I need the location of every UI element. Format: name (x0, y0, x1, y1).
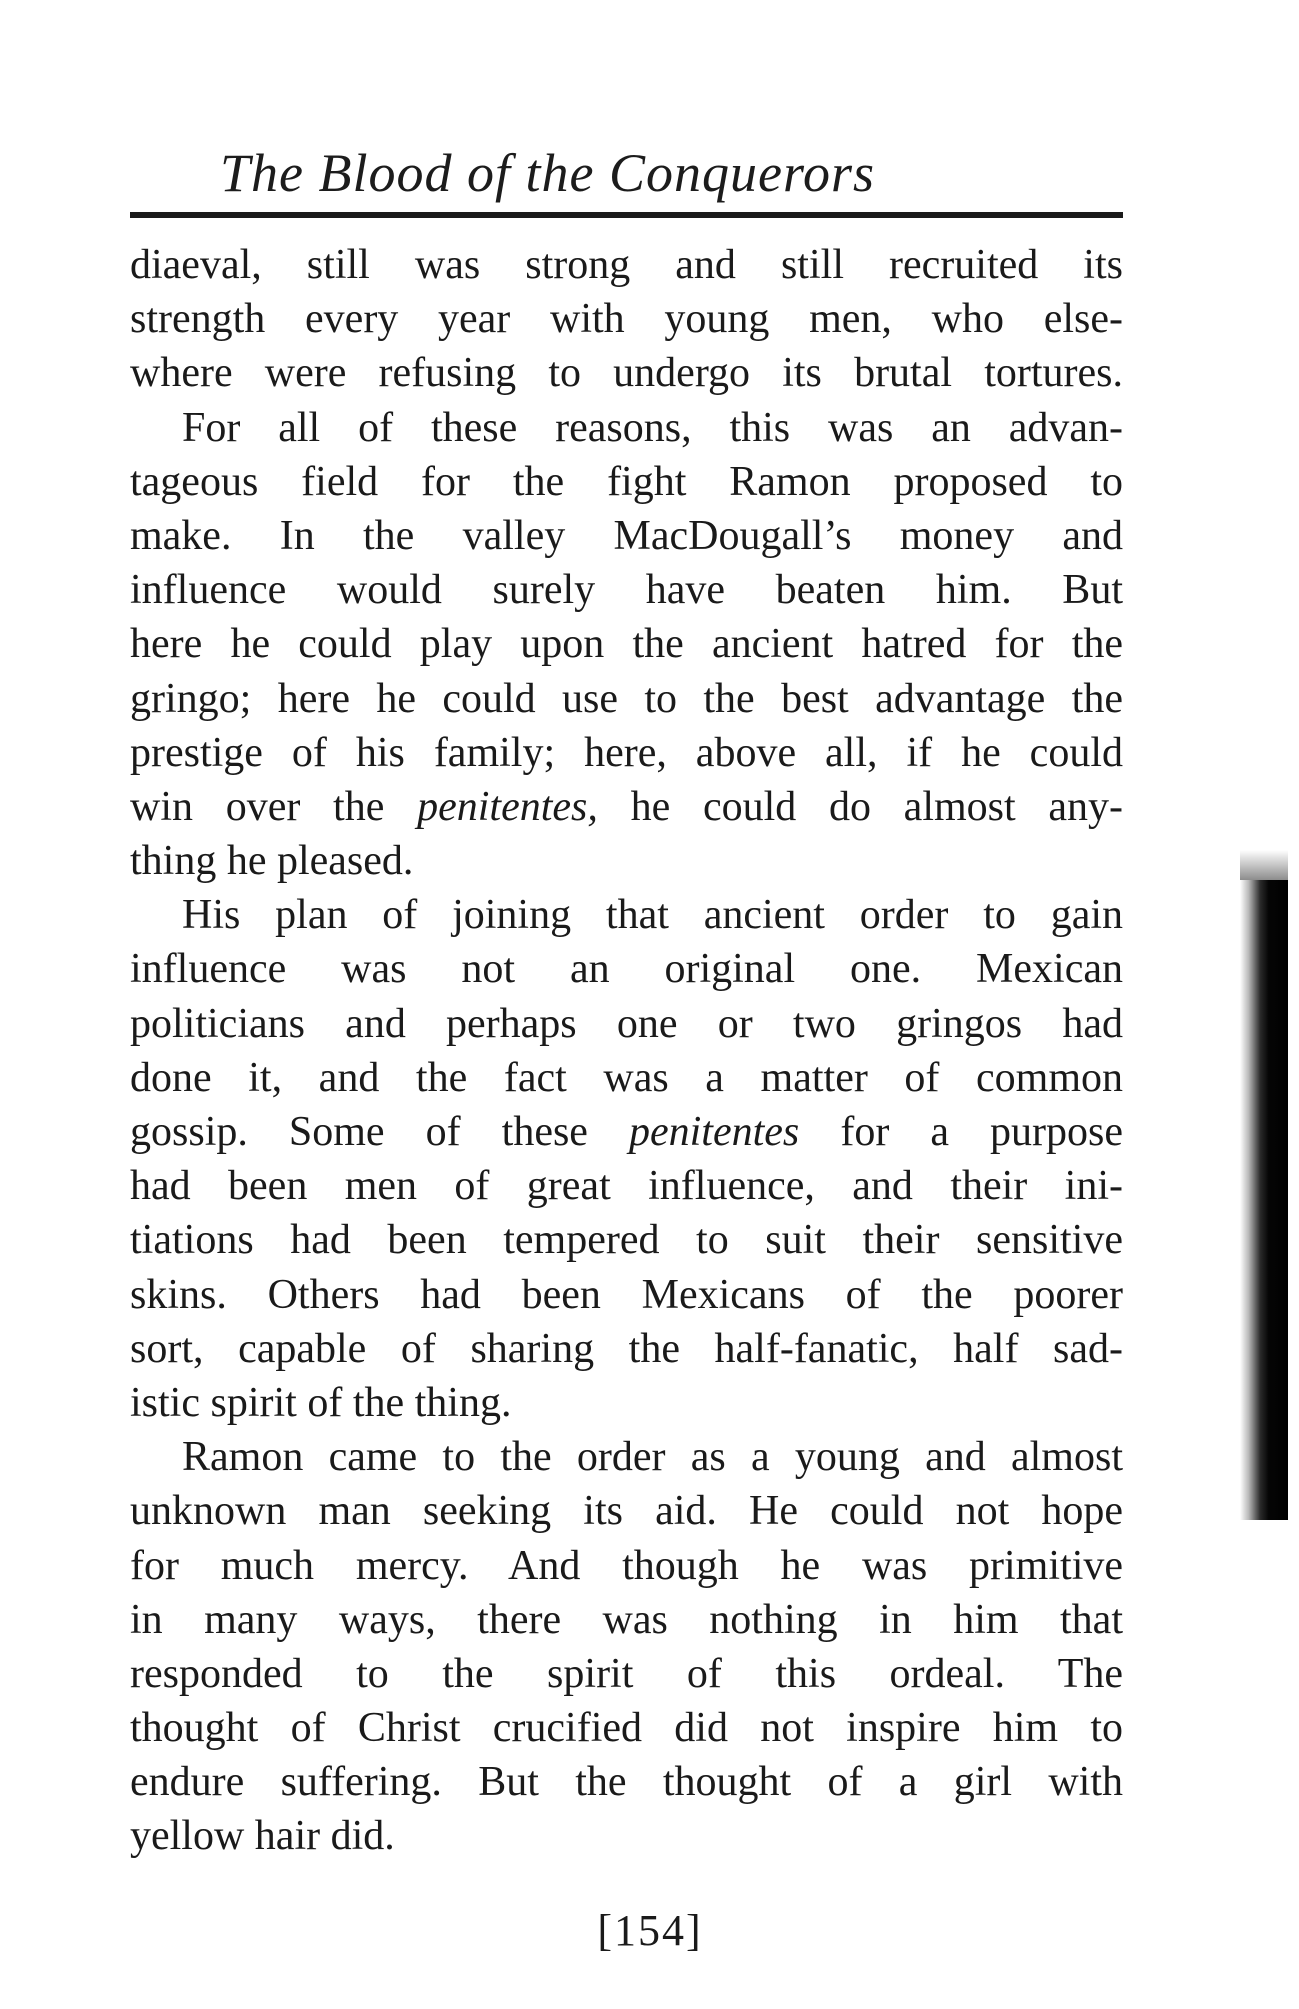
text-line: influence was not an original one. Mexican (130, 946, 1123, 993)
italic-word: penitentes (629, 1109, 800, 1155)
text-line: diaeval, still was strong and still recruited its (130, 242, 1123, 288)
text-line: Ramon came to the order as a young and almost (182, 1434, 1123, 1481)
text-line: influence would surely have beaten him. But (130, 567, 1123, 614)
text-line: make. In the valley MacDougall’s money and (130, 512, 1123, 559)
text-line: gringo; here he could use to the best advantage the (130, 675, 1123, 722)
text-line: unknown man seeking its aid. He could not hope (130, 1488, 1123, 1535)
text-segment: for a purpose (840, 1109, 1124, 1155)
text-line: here he could play upon the ancient hatred for the (130, 621, 1123, 668)
text-line: endure suffering. But the thought of a girl with (130, 1759, 1123, 1806)
text-line: sort, capable of sharing the half-fanatic, half sad- (130, 1325, 1123, 1372)
text-line: in many ways, there was nothing in him that (130, 1596, 1123, 1643)
running-head: The Blood of the Conquerors (220, 143, 875, 203)
text-line: where were refusing to undergo its brutal tortures. (130, 350, 1123, 397)
text-line: for much mercy. And though he was primitive (130, 1542, 1123, 1589)
text-line (130, 1105, 1123, 1159)
text-line: His plan of joining that ancient order to gain (182, 892, 1123, 939)
italic-word: penitentes, (417, 783, 598, 830)
text-line: politicians and perhaps one or two gringos had (130, 1000, 1123, 1047)
page-number: [154] (597, 1906, 703, 1955)
body-text (130, 238, 1123, 1864)
text-line: tageous field for the fight Ramon proposed to (130, 458, 1123, 505)
text-line: tiations had been tempered to suit their sensitive (130, 1217, 1123, 1264)
text-line: skins. Others had been Mexicans of the poorer (130, 1271, 1123, 1318)
text-line: thought of Christ crucified did not inspire him to (130, 1705, 1123, 1752)
text-line: done it, and the fact was a matter of common (130, 1054, 1123, 1101)
scan-edge-shadow (1240, 880, 1288, 1520)
text-segment: gossip. Some of these (130, 1109, 588, 1155)
text-line: prestige of his family; here, above all, if he could (130, 729, 1123, 776)
text-line: thing he pleased. (130, 838, 414, 885)
text-line: had been men of great influence, and their ini- (130, 1163, 1123, 1210)
text-segment: he could do almost any- (630, 783, 1124, 830)
text-line: responded to the spirit of this ordeal. The (130, 1650, 1123, 1697)
text-line: yellow hair did. (130, 1813, 395, 1860)
text-line: strength every year with young men, who else- (130, 296, 1123, 343)
text-segment: win over the (130, 783, 385, 830)
header-rule (130, 212, 1123, 218)
text-line: istic spirit of the thing. (130, 1379, 512, 1426)
text-line: For all of these reasons, this was an advan- (182, 404, 1123, 451)
text-line (130, 780, 1123, 834)
